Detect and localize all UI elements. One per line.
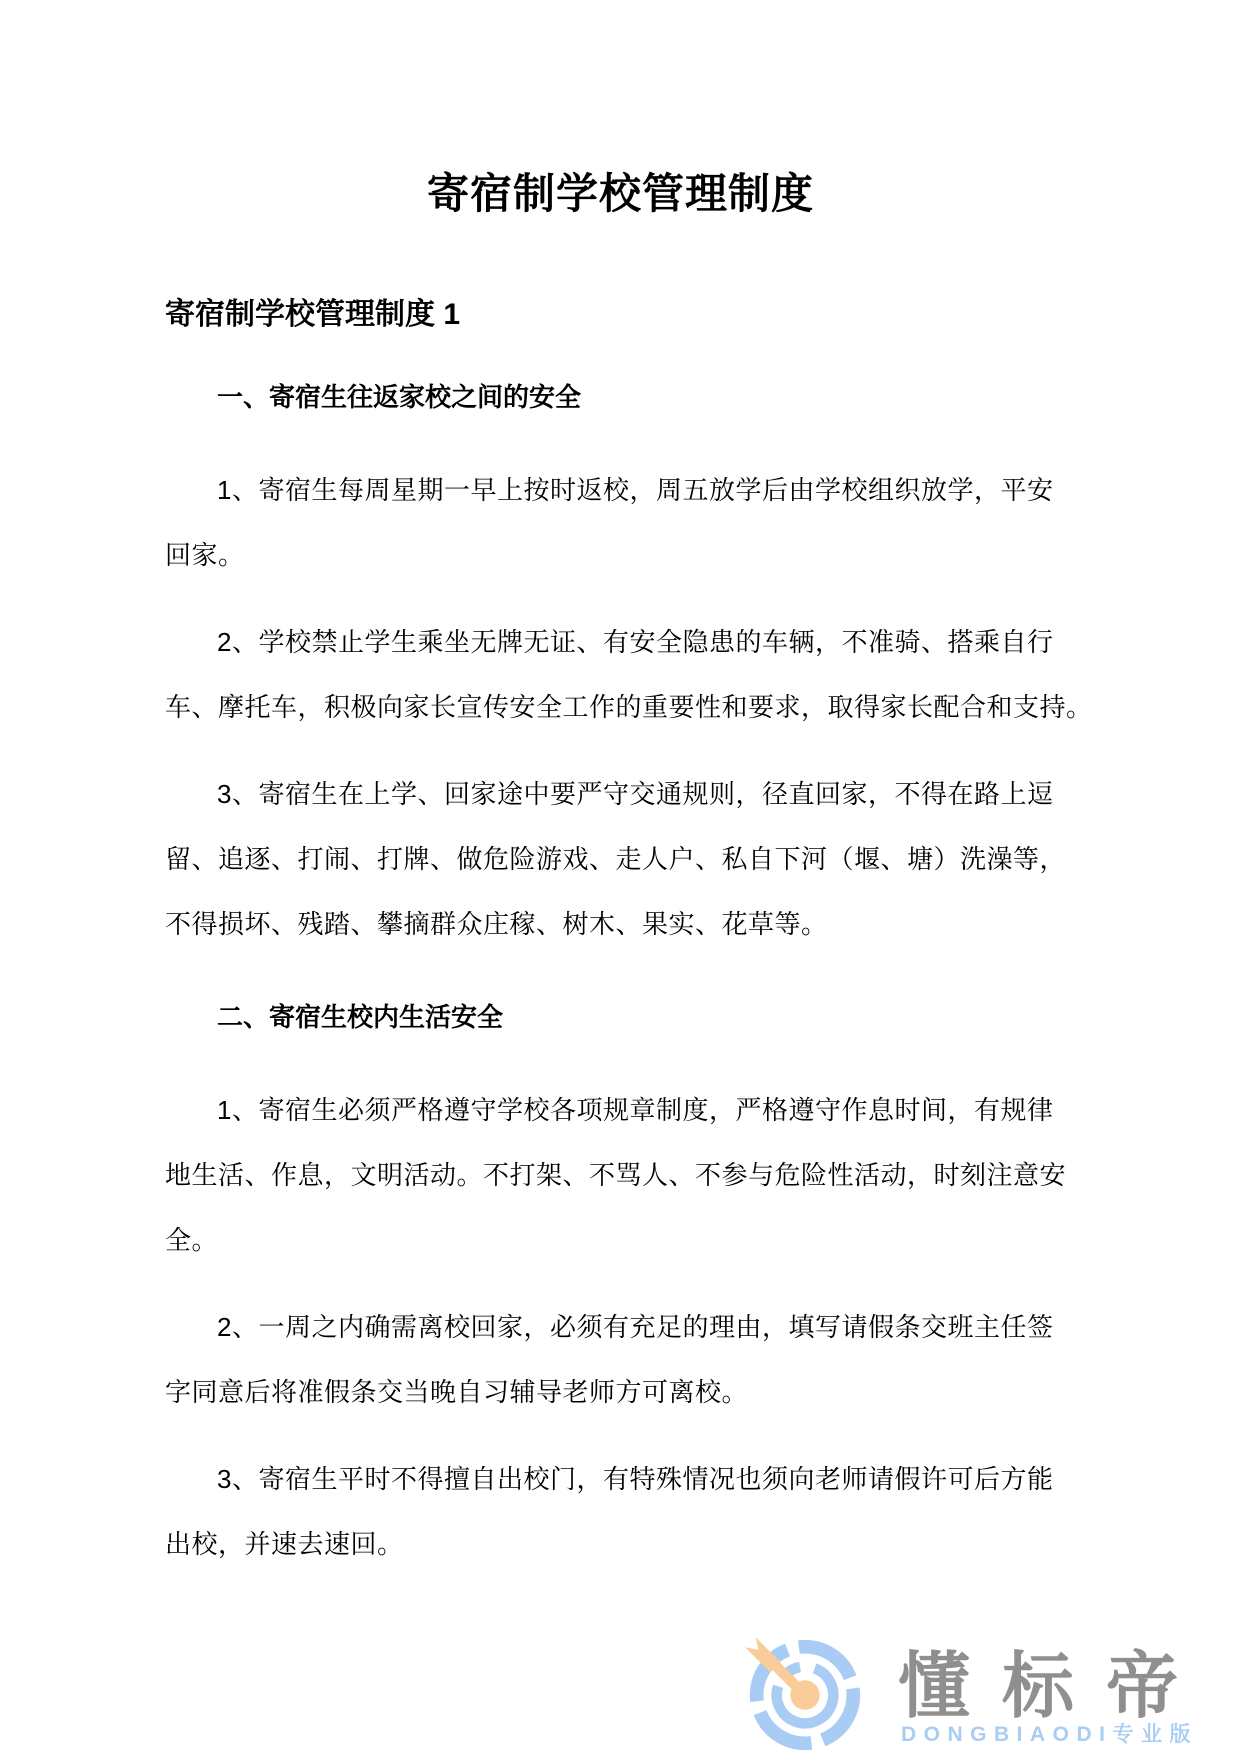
paragraph [165,1078,1076,1273]
paragraph-line: 2、一周之内确需离校回家，必须有充足的理由，填写请假条交班主任签 [217,1312,1054,1342]
target-dart-icon [742,1632,868,1754]
paragraph-line: 3、寄宿生平时不得擅自出校门，有特殊情况也须向老师请假许可后方能 [217,1464,1054,1494]
paragraph-line: 不得损坏、残踏、攀摘群众庄稼、树木、果实、花草等。 [165,909,828,939]
paragraph-line: 2、学校禁止学生乘坐无牌无证、有安全隐患的车辆，不准骑、搭乘自行 [217,627,1054,657]
paragraph [165,1447,1076,1577]
paragraph [165,1295,1076,1425]
paragraph-line: 地生活、作息，文明活动。不打架、不骂人、不参与危险性活动，时刻注意安 [165,1160,1067,1190]
paragraph-line: 字同意后将准假条交当晚自习辅导老师方可离校。 [165,1377,749,1407]
brand-name-cn: 懂标帝 [898,1647,1211,1727]
document-subtitle: 寄宿制学校管理制度 1 [165,298,461,331]
paragraph-line: 1、寄宿生每周星期一早上按时返校，周五放学后由学校组织放学，平安 [217,475,1054,505]
paragraph-line: 3、寄宿生在上学、回家途中要严守交通规则，径直回家，不得在路上逗 [217,779,1054,809]
paragraph-line: 留、追逐、打闹、打牌、做危险游戏、走人户、私自下河（堰、塘）洗澡等， [165,844,1067,874]
section-1-heading: 一、寄宿生往返家校之间的安全 [217,382,582,412]
paragraph-line: 回家。 [165,540,245,570]
paragraph-line: 1、寄宿生必须严格遵守学校各项规章制度，严格遵守作息时间，有规律 [217,1095,1054,1125]
paragraph [165,458,1076,588]
paragraph-line: 车、摩托车，积极向家长宣传安全工作的重要性和要求，取得家长配合和支持。 [165,692,1093,722]
paragraph-line: 出校，并速去速回。 [165,1529,404,1559]
paragraph-line: 全。 [165,1225,219,1255]
paragraph [165,762,1076,957]
paragraph [165,610,1093,740]
section-2-heading: 二、寄宿生校内生活安全 [217,1002,504,1032]
document-title: 寄宿制学校管理制度 [426,170,814,217]
brand-name-en: DONGBIAODI专业版 [901,1723,1198,1746]
